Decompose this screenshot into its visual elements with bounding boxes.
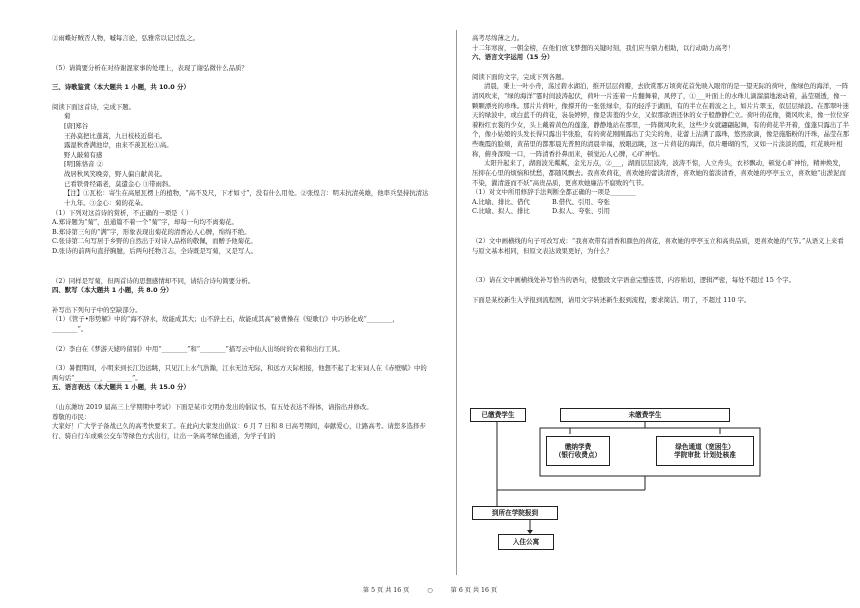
poem-note: 【注】①瓦松：寄生在高屋瓦楞上的植物，“高不及尺，下才如寸”，没有什么用处。②张煌言：明末抗清英雄，他率兵坚持抗清达十九年。③金心：菊的花朵。 [64,189,429,207]
memorize-2: （2）李白在《梦游天姥吟留别》中用“________”和“________”描写云中仙人出场时的衣着和出行工具。 [52,344,344,353]
poem-line: 已看铁骨经霜老，莫遣金心 ③带雨斜。 [64,179,175,188]
question-2: （2）同样是写菊，但两首诗的思想感情却不同，请结合诗句简要分析。 [52,276,255,285]
poem-line: 露湿秋香满池岸，由来不羡瓦松①高。 [64,141,173,150]
text-line: ②雨蝶好贼否人物，嘁每言论，弘雅常以记过乱之。 [52,34,199,42]
reading-intro: 阅读下面的文字，完成下列各题。 [472,72,568,81]
left-column [52,34,430,442]
page-number-right: 第 6 页 共 16 页 [450,587,498,594]
option-b: B.借代、引用、夸张 [552,197,610,206]
option-row [472,198,850,208]
question-1: （1）对文中所用修辞手法判断全都正确的一项是________ [472,188,636,197]
section-5-title: 五、语言表达（本大题共 1 小题，共 15.0 分） [52,383,190,392]
poem-line: 战居秋风笑晚旁，野人偏自献黄花。 [64,170,167,179]
option-d: D.张诗的前两句直抒胸臆，后两句托物言志，全诗既是写菊，又是写人。 [52,246,258,255]
flowchart-intro: 下面是某校新生入学报到流程图，请用文字转述新生报到流程，要求简洁、明了，不超过 110 字。 [472,295,751,304]
question-5: （5）请简要分析在对待谢混家事的处理上，表现了谢弘微什么品质？ [52,63,248,72]
page-number-left: 第 5 页 共 16 页 [362,587,410,594]
section-6-title: 六、语言文字运用（15 分） [472,53,554,62]
option-c: C.张诗第二句写居于乡野的自然出于对诗人品格的敬佩，而赠予他菊花。 [52,237,257,246]
section-4-intro: 补写出下列句子中的空缺部分。 [52,305,142,314]
section-5-intro: （山东潍坊 2019 届高三上学期期中考试）下面是某市文明办发出的倡议书。有五处表达不得体，请指出并修改。 [52,403,373,412]
paid-students-box: 已缴费学生 [470,408,526,422]
column-divider [456,30,457,575]
option-a: A.郑诗题为“菊”，虽通篇不着一个“菊”字，却每一句均不离菊花。 [52,218,238,227]
poem-line: 菊 [64,112,71,121]
poem-line: [明]陈恪音 ② [64,160,103,169]
option-b: B.郑诗第三句的“满”字，形象表现出菊花的清香沁人心脾，绵绵不绝。 [52,227,251,236]
letter-greeting: 尊敬的市民： [52,412,91,421]
poem-line: 王孙莫把比蓬蒿，九日枝枝近鬓毛。 [64,131,167,140]
option-a: A.比喻、排比、借代 [472,197,530,206]
question-2: （2）文中画横线的句子可改写成：“我喜欢带有清香和颜色的荷花，喜欢她的亭亭玉立和高贵品质，更喜欢她的气节。”从语义上来看与原文基本相同，但原文表达效果更好，为什么？ [472,236,844,255]
pay-tuition-box: 缴纳学费 （银行收费点） [546,436,610,466]
question-1: （1）下列对这首诗的赏析，不正确的一项是（ ） [52,208,193,217]
green-channel-box: 绿色通道（宽困生） 学院审批 计划处核准 [656,436,754,466]
section-3-title: 三、诗歌鉴赏（本大题共 1 小题，共 10.0 分） [52,83,190,92]
letter-body: 大家好！广大学子备战已久的高考快要来了。在此向大家发出倡议：6 月 7 日和 8 日高考期间，奉献爱心，让路高考。请您多选择步行、骑自行车或乘公交车等绿色方式出行，让出一条高考绿色通道，为学子们的 [52,422,426,440]
text-line: 高考尽绵薄之力。 [472,34,524,42]
memorize-1: （1）《管子•形势解》中的“海不辞水，故能成其大；山不辞土石，故能成其高”被曹操在《短歌行》中巧妙化成“________，________”。 [52,315,399,334]
question-3: （3）请在文中画横线处补写恰当的语句，使整段文字语意完整连贯，内容贴切，逻辑严密，每处不超过 15 个字。 [472,276,796,285]
option-c: C.比喻、拟人、排比 [472,207,530,216]
college-report-box: 到所在学院报到 [472,506,558,520]
passage-paragraph-2: 太阳升起来了，湖面波光粼粼，金光万点，②___，湖面层层波涛，波涛不惊，人立舟头，衣衫飘动，顿觉心旷神怡，精神焕发，压抑在心里的烦恼和忧愁，都随风飘去。我喜欢荷花，喜欢她的蕾淡清香，喜欢她的蕾淡清香，喜欢她的亭亭玉立，喜欢她“出淤泥而不染，濯清涟而不妖”高贵品质，更喜欢她廉洁不腐败的气节。 [472,159,846,187]
poem-intro: 阅读下面这首诗，完成下题。 [52,102,136,111]
option-d: D.拟人、夸张、引用 [552,207,611,216]
poem-line: 野人敲菊有感 [64,150,103,159]
page-footer [0,585,860,594]
section-4-title: 四、默写（本大题共 1 小题，共 8.0 分） [52,286,173,295]
option-row [472,207,850,217]
enrollment-flowchart [470,406,810,556]
footer-circle: ○ [427,587,433,594]
right-column [472,34,850,305]
memorize-3: （3）暑假期间，小明来到长江边远眺，只见江上水气浩瀚，江水无边无际，和远方天际相接，他想不起了北宋词人在《赤壁赋》中的两句话“________，________”。 [52,364,427,382]
text-line: 十二年寒窗，一朝金榜，在他们放飞梦想的关键时刻，我们应当鼎力相助，以行动助力高考！ [472,43,735,52]
poem-line: [唐]郑谷 [64,122,89,131]
move-into-dorm-box: 入住公寓 [498,534,554,550]
unpaid-students-box: 未缴费学生 [560,408,730,422]
passage-paragraph-1: 清晨，秉上一叶小舟，荡过碧水湖泊，推开层层荷瓣，去欣赏那万顷荷花首先映入眼帘的是一望无际的荷叶，像绿色的海洋，一阵清风吹来，“绿的海洋”霎时间波涛起伏，荷叶一片连着一片翻舞着，风停了，①___叶面上的水珠儿滴溜溜地滚动着，晶莹剔透，像一颗颗漂亮的珍珠。那片片荷叶，像撑开的一张张绿伞，有的轻浮于湖面，有的半立在碧波之上，如片片翠玉，似层层绿浪。在那翠叶迷天的绿波中，或白蓝千的荷花，袅袅婷婷，像是害羞的少女，又似那欲语还休的女子般静静伫立。荷叶的花像，微风吹来，像一位位穿着粉红衣裳的少女，头上戴着黄色的莲蓬，静静地站在那里，一阵微风吹来，这些少女就翩翩起舞，有的荷花半开着，莲蓬只露出了半个，像小姑娘的头发长得只露出半张脸，有的荷花刚刚露出了尖尖的角，花蕾上沾满了露珠，悠然欲滴，像是施脂粉的汗珠，晶莹在那些晚霞的脸颊，黄苗里的都那晨光普照的清晨幸福，放眼远眺，这一片荷花的海洋，似片珊瑚的雪，又如一片淡淡的霞，红花映叶相称，俯身深嗅一口，一阵清香扑鼻而来，顿觉沁人心脾，心旷神怡。 [472,82,850,158]
